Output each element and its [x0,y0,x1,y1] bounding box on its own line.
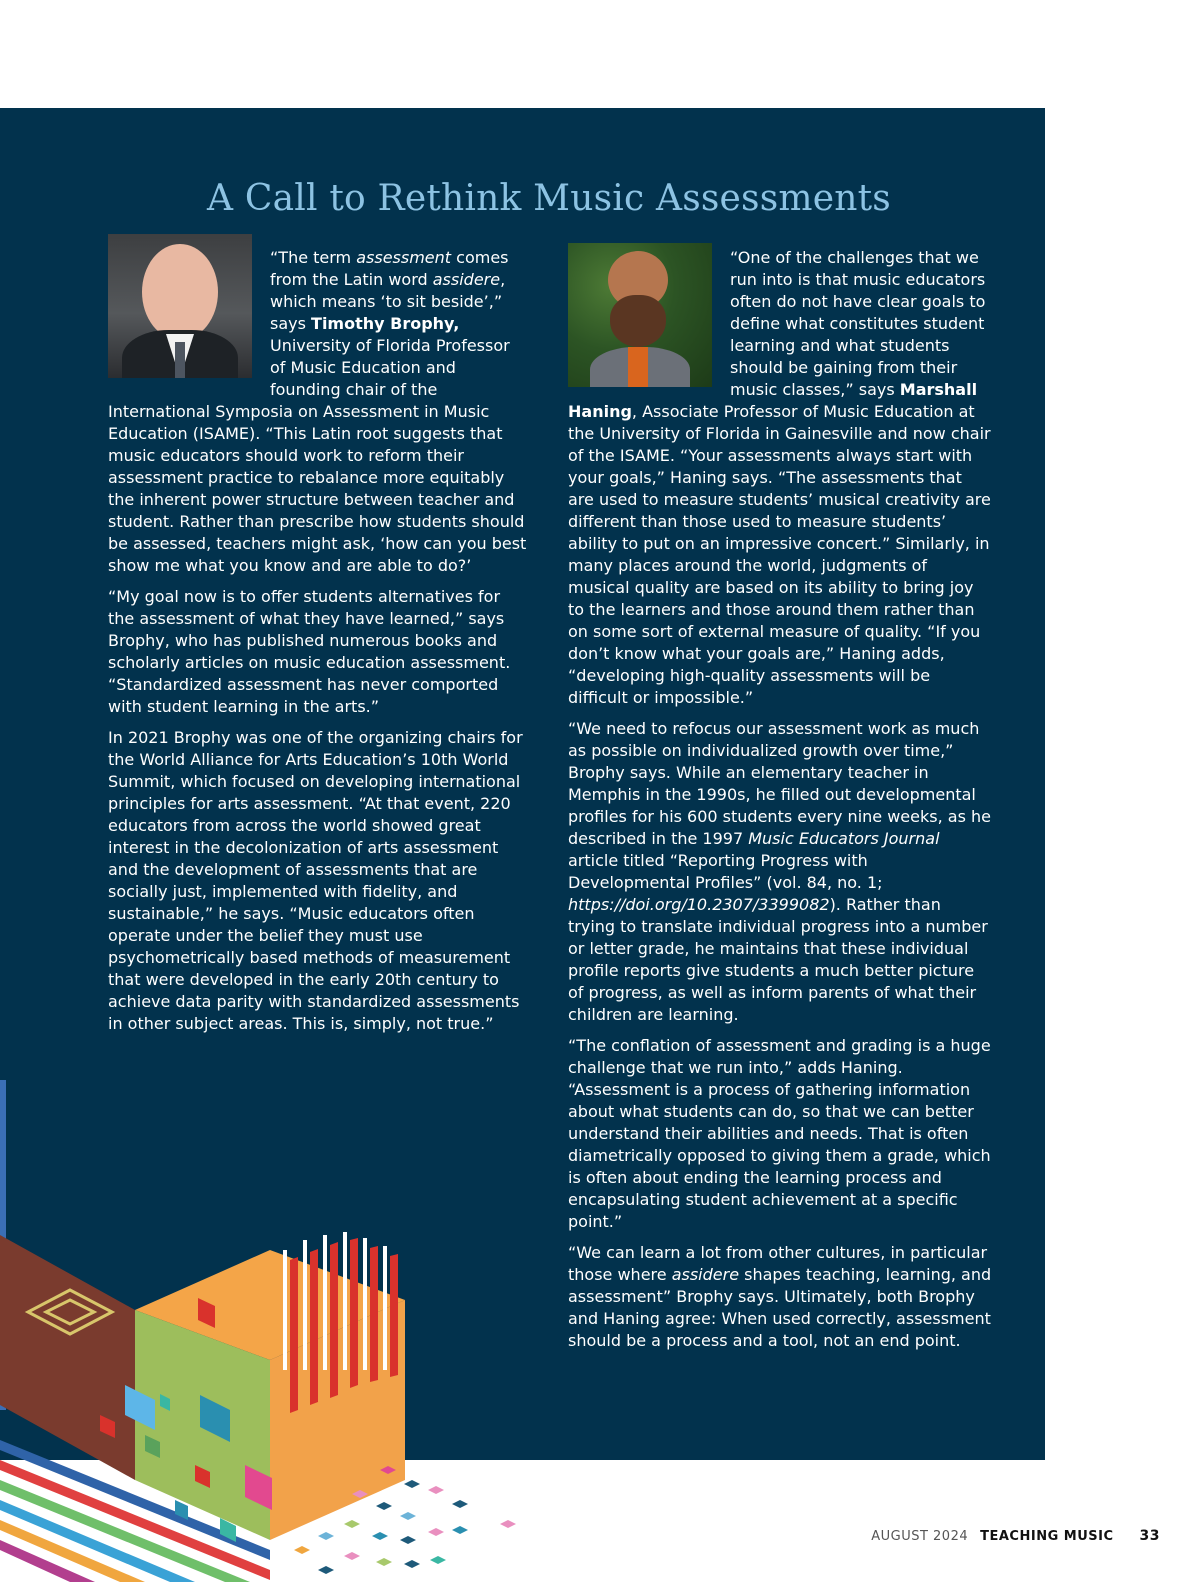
text-run: shapes teaching, learning, and assessment” Brophy says. Ultimately, both Brophy and Haning agree: When used correctly, assessment should be a process and a tool, not an end point. [568,1265,992,1350]
magazine-name: TEACHING MUSIC [980,1529,1114,1544]
right-column [568,247,992,1361]
doi-link[interactable]: https://doi.org/10.2307/3399082 [568,895,830,914]
name-timothy-brophy: Timothy Brophy, [311,314,460,333]
journal-title: Music Educators Journal [748,829,940,848]
page-footer [871,1528,1160,1544]
italic-term-assidere: assidere [671,1265,740,1284]
right-paragraph-4 [568,1242,992,1352]
text-run: “One of the challenges that we run into is that music educators often do not have clear goals to define what constitutes student learning and what students should be gaining from their music classes,” says [730,248,986,399]
decorative-geometric-artwork [0,1080,560,1582]
text-run: , Associate Professor of Music Education at the University of Florida in Gainesville and now chair of the ISAME. “Your assessments always start with your goals,” Haning says. “The assessments that are used to measure students’ musical creativity are different than those used to measure students’ ability to put on an impressive concert.” Similarly, in many places around the world, judgments of musical quality are based on its ability to bring joy to the learners and those around them rather than on some sort of external measure of quality. “If you don’t know what your goals are,” Haning adds, “developing high-quality assessments will be difficult or impossible.” [568,402,991,707]
timothy-brophy-photo [108,234,252,378]
right-paragraph-3: “The conflation of assessment and grading is a huge challenge that we run into,” adds Haning. “Assessment is a process of gathering information about what students can do, so that we can better understand their abilities and needs. That is often diametrically opposed to giving them a grade, which is often about ending the learning process and encapsulating student achievement at a specific point.” [568,1036,991,1231]
text-run: “We can learn a lot from other cultures, in particular those where [568,1243,988,1284]
left-column [108,247,528,1044]
text-run: “The term [270,248,357,267]
left-paragraph-3: In 2021 Brophy was one of the organizing chairs for the World Alliance for Arts Education’s 10th World Summit, which focused on developing international principles for arts assessment. “At that event, 220 educators from across the world showed great interest in the decolonization of arts assessment and the development of assessments that are socially just, implemented with fidelity, and sustainable,” he says. “Music educators often operate under the belief they must use psychometrically based methods of measurement that were developed in the early 20th century to achieve data parity with standardized assessments in other subject areas. This is, simply, not true.” [108,728,523,1033]
left-paragraph-2: “My goal now is to offer students alternatives for the assessment of what they have learned,” says Brophy, who has published numerous books and scholarly articles on music education assessment. “Standardized assessment has never comported with student learning in the arts.” [108,587,511,716]
marshall-haning-photo [568,243,712,387]
name-marshall-haning: Marshall Haning [568,380,978,421]
article-title: A Call to Rethink Music Assessments [207,178,891,219]
right-paragraph-2 [568,718,992,1026]
italic-term-assessment: assessment [356,248,452,267]
brown-block [0,1235,135,1480]
text-run: , which means ‘to sit beside’,” says [270,270,506,333]
text-run: comes from the Latin word [270,248,509,289]
text-run: University of Florida Professor of Music Education and founding chair of the International Symposia on Assessment in Music Education (ISAME). “This Latin root suggests that music educators should work to reform their assessment practice to rebalance more equitably the inherent power structure between teacher and student. Rather than prescribe how students should be assessed, teachers might ask, ‘how can you best show me what you know and are able to do?’ [108,336,527,575]
text-run: ). Rather than trying to translate individual progress into a number or letter grade, he maintains that these individual profile reports give students a much better picture of progress, as well as inform parents of what their children are learning. [568,895,988,1024]
page-number: 33 [1139,1528,1160,1544]
italic-term-assidere: assidere [432,270,501,289]
text-run: “We need to refocus our assessment work as much as possible on individualized growth over time,” Brophy says. While an elementary teacher in Memphis in the 1990s, he filled out developmental profiles for his 600 students every nine weeks, as he described in the 1997 [568,719,991,848]
issue-date: AUGUST 2024 [871,1529,969,1544]
text-run: article titled “Reporting Progress with Developmental Profiles” (vol. 84, no. 1; [568,851,883,892]
